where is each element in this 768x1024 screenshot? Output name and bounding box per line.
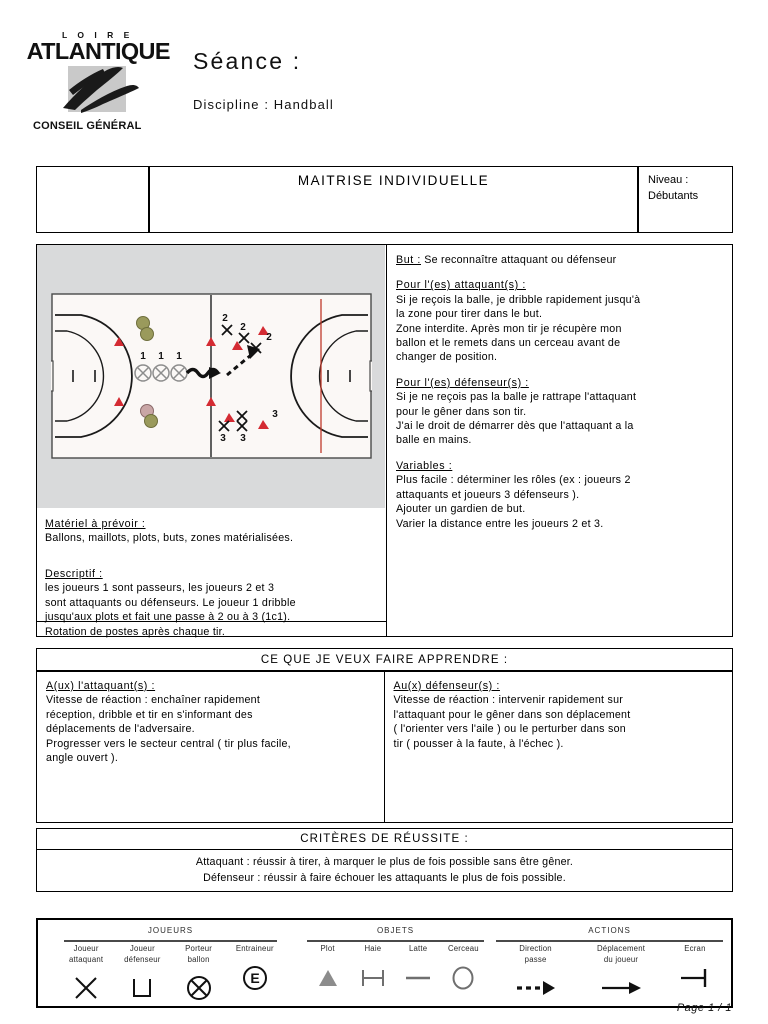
attaquant-line: ballon et le remets dans un cerceau avant de: [396, 337, 621, 350]
apprendre-defenseur-column: [385, 672, 733, 822]
legend-item-joueur-attaquant: [58, 944, 114, 1005]
screen-icon: [665, 961, 725, 995]
apprendre-defenseur-title: Au(x) défenseur(s) :: [393, 680, 500, 692]
but-title: But :: [396, 254, 421, 266]
svg-text:1: 1: [176, 351, 182, 362]
legend-label: ballon: [187, 954, 210, 964]
defenseur-line: Si je ne reçois pas la balle je rattrape l'attaquant: [396, 391, 637, 404]
apprendre-heading: CE QUE JE VEUX FAIRE APPRENDRE :: [260, 653, 509, 666]
theme-title: MAITRISE INDIVIDUELLE: [297, 173, 490, 188]
theme-table: [36, 166, 733, 233]
bar-icon: [396, 961, 441, 995]
right-column: [387, 245, 732, 636]
legend-item-latte: [396, 944, 441, 995]
descriptif-line: jusqu'aux plots et fait une passe à 2 ou à 3 (1c1).: [45, 611, 291, 624]
legend-group-title: OBJETS: [376, 926, 415, 935]
criteres-line-attaquant: Attaquant : réussir à tirer, à marquer le plus de fois possible sans être gêner.: [195, 856, 574, 868]
descriptif-block: [45, 567, 385, 625]
attaquant-block: [396, 278, 724, 364]
legend-label: Porteur: [185, 944, 213, 953]
variables-line: Varier la distance entre les joueurs 2 et 3.: [396, 517, 604, 530]
svg-text:E: E: [250, 969, 260, 986]
theme-table-level-cell: [639, 167, 732, 232]
svg-text:3: 3: [240, 433, 246, 444]
apprendre-heading-bar: [36, 648, 733, 671]
apprendre-attaquant-line: réception, dribble et tir en s'informant des: [46, 708, 253, 721]
legend-group-joueurs: [38, 920, 303, 1006]
svg-text:1: 1: [140, 351, 146, 362]
legend-label: Déplacement: [596, 944, 646, 953]
attaquant-line: Si je reçois la balle, je dribble rapidement jusqu'à: [396, 293, 641, 306]
apprendre-attaquant-title: A(ux) l'attaquant(s) :: [46, 680, 156, 692]
apprendre-defenseur-line: tir ( pousser à la faute, à l'échec ).: [393, 737, 564, 750]
legend-label: défenseur: [124, 954, 161, 964]
variables-line: attaquants et joueurs 3 défenseurs ).: [396, 488, 580, 501]
apprendre-attaquant-line: angle ouvert ).: [46, 752, 119, 765]
defenseur-line: balle en mains.: [396, 434, 472, 447]
left-divider: [37, 621, 386, 622]
left-column: [37, 245, 387, 636]
svg-text:2: 2: [240, 322, 246, 333]
attaquant-line: Zone interdite. Après mon tir je récupère mon: [396, 322, 622, 335]
level-label: Niveau :: [648, 174, 689, 186]
legend-item-ecran: [665, 944, 725, 1005]
dashed-arrow-icon: [494, 971, 577, 1005]
logo-atlantique-text: ATLANTIQUE: [26, 38, 170, 64]
hurdle-icon: [350, 961, 395, 995]
but-text: Se reconnaître attaquant ou défenseur: [424, 254, 617, 266]
descriptif-line: les joueurs 1 sont passeurs, les joueurs 2 et 3: [45, 582, 275, 595]
handball-court-diagram: [37, 245, 385, 508]
legend-label: Haie: [364, 944, 382, 953]
legend-group-title: JOUEURS: [147, 926, 194, 935]
arrow-icon: [577, 971, 665, 1005]
hoop-icon: [441, 961, 486, 995]
svg-text:3: 3: [220, 433, 226, 444]
legend-item-cerceau: [441, 944, 486, 995]
legend-item-joueur-defenseur: [114, 944, 170, 1005]
apprendre-attaquant-line: Progresser vers le secteur central ( tir plus facile,: [46, 737, 291, 750]
legend-label: Joueur: [129, 944, 155, 953]
legend-item-haie: [350, 944, 395, 995]
legend-label: Ecran: [684, 944, 706, 953]
svg-text:2: 2: [266, 332, 272, 343]
apprendre-body: [36, 671, 733, 823]
materiel-block: [45, 517, 381, 546]
theme-table-title-cell: [150, 167, 639, 232]
legend-group-title: ACTIONS: [588, 926, 631, 935]
level-value: Débutants: [648, 190, 699, 202]
page-header: [0, 0, 768, 150]
u-shape-icon: [114, 971, 170, 1005]
svg-text:3: 3: [272, 409, 278, 420]
but-block: [396, 253, 724, 267]
legend-item-plot: [305, 944, 350, 995]
legend-label: Latte: [408, 944, 428, 953]
legend-box: [36, 918, 733, 1008]
legend-label: Cerceau: [447, 944, 479, 953]
descriptif-title: Descriptif :: [45, 568, 103, 580]
main-content-box: [36, 244, 733, 637]
apprendre-defenseur-line: Vitesse de réaction : intervenir rapidement sur: [393, 694, 624, 707]
logo-brush-icon: [55, 60, 141, 118]
attaquant-line: changer de position.: [396, 351, 498, 364]
criteres-heading: CRITÈRES DE RÉUSSITE :: [300, 833, 469, 845]
logo-loire-text: L O I R E: [62, 30, 134, 40]
materiel-title: Matériel à prévoir :: [45, 518, 146, 530]
legend-item-entraineur: [227, 944, 283, 1005]
legend-item-porteur-ballon: [171, 944, 227, 1005]
legend-label: Direction: [519, 944, 552, 953]
logo-conseil-general-text: CONSEIL GÉNÉRAL: [33, 120, 142, 132]
criteres-heading-bar: [36, 828, 733, 850]
legend-label: Joueur: [73, 944, 99, 953]
defenseur-title: Pour l'(es) défenseur(s) :: [396, 376, 529, 389]
rotation-text: Rotation de postes après chaque tir.: [45, 626, 226, 638]
legend-label: Plot: [320, 944, 335, 953]
legend-rule: [64, 940, 277, 942]
attaquant-title: Pour l'(es) attaquant(s) :: [396, 279, 526, 292]
court-svg: [51, 293, 372, 459]
criteres-body: [36, 850, 733, 892]
page-number: Page 1 / 1: [676, 1002, 732, 1014]
page-title: Séance :: [193, 48, 302, 74]
apprendre-attaquant-column: [37, 672, 385, 822]
legend-rule: [496, 940, 723, 942]
discipline-label: Discipline : Handball: [193, 97, 334, 112]
materiel-text: Ballons, maillots, plots, buts, zones matérialisées.: [45, 532, 294, 545]
legend-label: du joueur: [603, 954, 639, 964]
apprendre-attaquant-line: déplacements de l'adversaire.: [46, 723, 195, 736]
variables-line: Ajouter un gardien de but.: [396, 503, 526, 516]
circled-e-icon: [227, 961, 283, 995]
triangle-icon: [305, 961, 350, 995]
legend-item-direction-passe: [494, 944, 577, 1005]
legend-rule: [307, 940, 484, 942]
legend-item-deplacement-joueur: [577, 944, 665, 1005]
variables-line: Plus facile : déterminer les rôles (ex : joueurs 2: [396, 474, 631, 487]
legend-group-objets: [303, 920, 488, 1006]
legend-label: passe: [524, 954, 547, 964]
legend-group-actions: [488, 920, 731, 1006]
criteres-line-defenseur: Défenseur : réussir à faire échouer les attaquants le plus de fois possible.: [203, 871, 566, 884]
descriptif-line: sont attaquants ou défenseurs. Le joueur 1 dribble: [45, 596, 296, 609]
legend-label: Entraineur: [235, 944, 274, 953]
loire-atlantique-logo: [26, 30, 170, 135]
variables-block: [396, 459, 724, 531]
defenseur-line: pour le gêner dans son tir.: [396, 405, 527, 418]
theme-table-blank-cell: [37, 167, 150, 232]
apprendre-attaquant-line: Vitesse de réaction : enchaîner rapidement: [46, 694, 261, 707]
variables-title: Variables :: [396, 459, 453, 472]
svg-text:1: 1: [158, 351, 164, 362]
attaquant-line: la zone pour tirer dans le but.: [396, 308, 543, 321]
defenseur-block: [396, 376, 724, 448]
circled-cross-icon: [171, 971, 227, 1005]
apprendre-defenseur-line: l'attaquant pour le gêner dans son déplacement: [393, 708, 631, 721]
defenseur-line: J'ai le droit de démarrer dès que l'attaquant a la: [396, 420, 634, 433]
svg-text:2: 2: [222, 313, 228, 324]
legend-label: attaquant: [68, 954, 104, 964]
cross-icon: [58, 971, 114, 1005]
apprendre-defenseur-line: ( l'orienter vers l'aile ) ou le perturber dans son: [393, 723, 626, 736]
